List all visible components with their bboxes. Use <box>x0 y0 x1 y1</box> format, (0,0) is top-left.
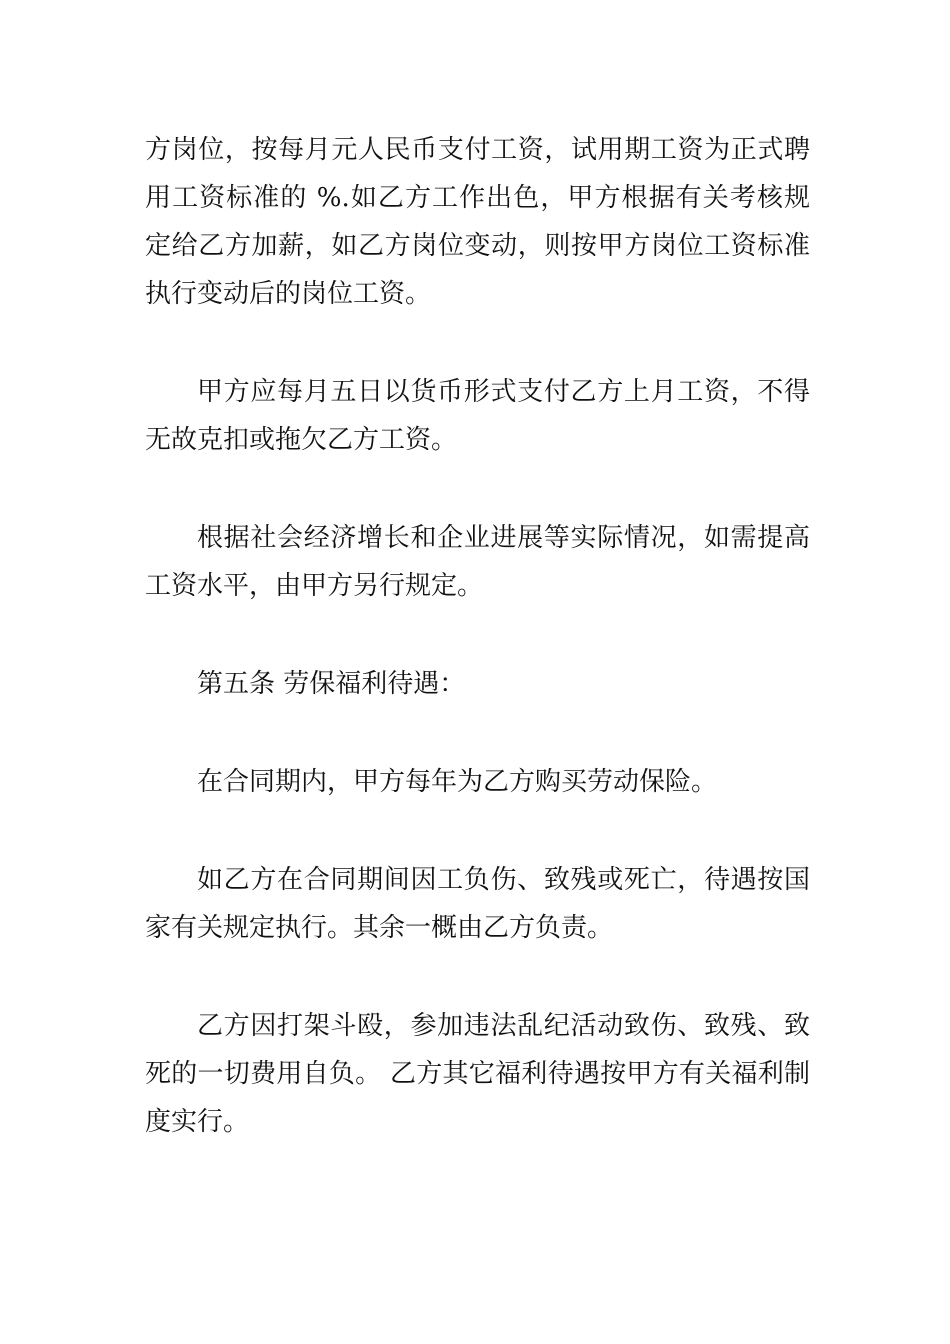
paragraph-self-liability: 乙方因打架斗殴，参加违法乱纪活动致伤、致残、致死的一切费用自负。 乙方其它福利待遇按甲方有关福利制度实行。 <box>145 1011 810 1137</box>
paragraph-insurance: 在合同期内，甲方每年为乙方购买劳动保险。 <box>197 767 718 797</box>
document-body <box>145 126 810 1196</box>
paragraph-salary-terms: 方岗位，按每月元人民币支付工资，试用期工资为正式聘用工资标准的 %.如乙方工作出色，甲方根据有关考核规定给乙方加薪，如乙方岗位变动，则按甲方岗位工资标准执行变动后的岗位工资。 <box>145 135 810 309</box>
paragraph-payment-date: 甲方应每月五日以货币形式支付乙方上月工资，不得无故克扣或拖欠乙方工资。 <box>145 377 810 455</box>
paragraph-work-injury: 如乙方在合同期间因工负伤、致残或死亡，待遇按国家有关规定执行。其余一概由乙方负责。 <box>145 865 810 943</box>
section-heading-article-5: 第五条 劳保福利待遇： <box>197 669 466 699</box>
paragraph-salary-adjustment: 根据社会经济增长和企业进展等实际情况，如需提高工资水平，由甲方另行规定。 <box>145 523 810 601</box>
